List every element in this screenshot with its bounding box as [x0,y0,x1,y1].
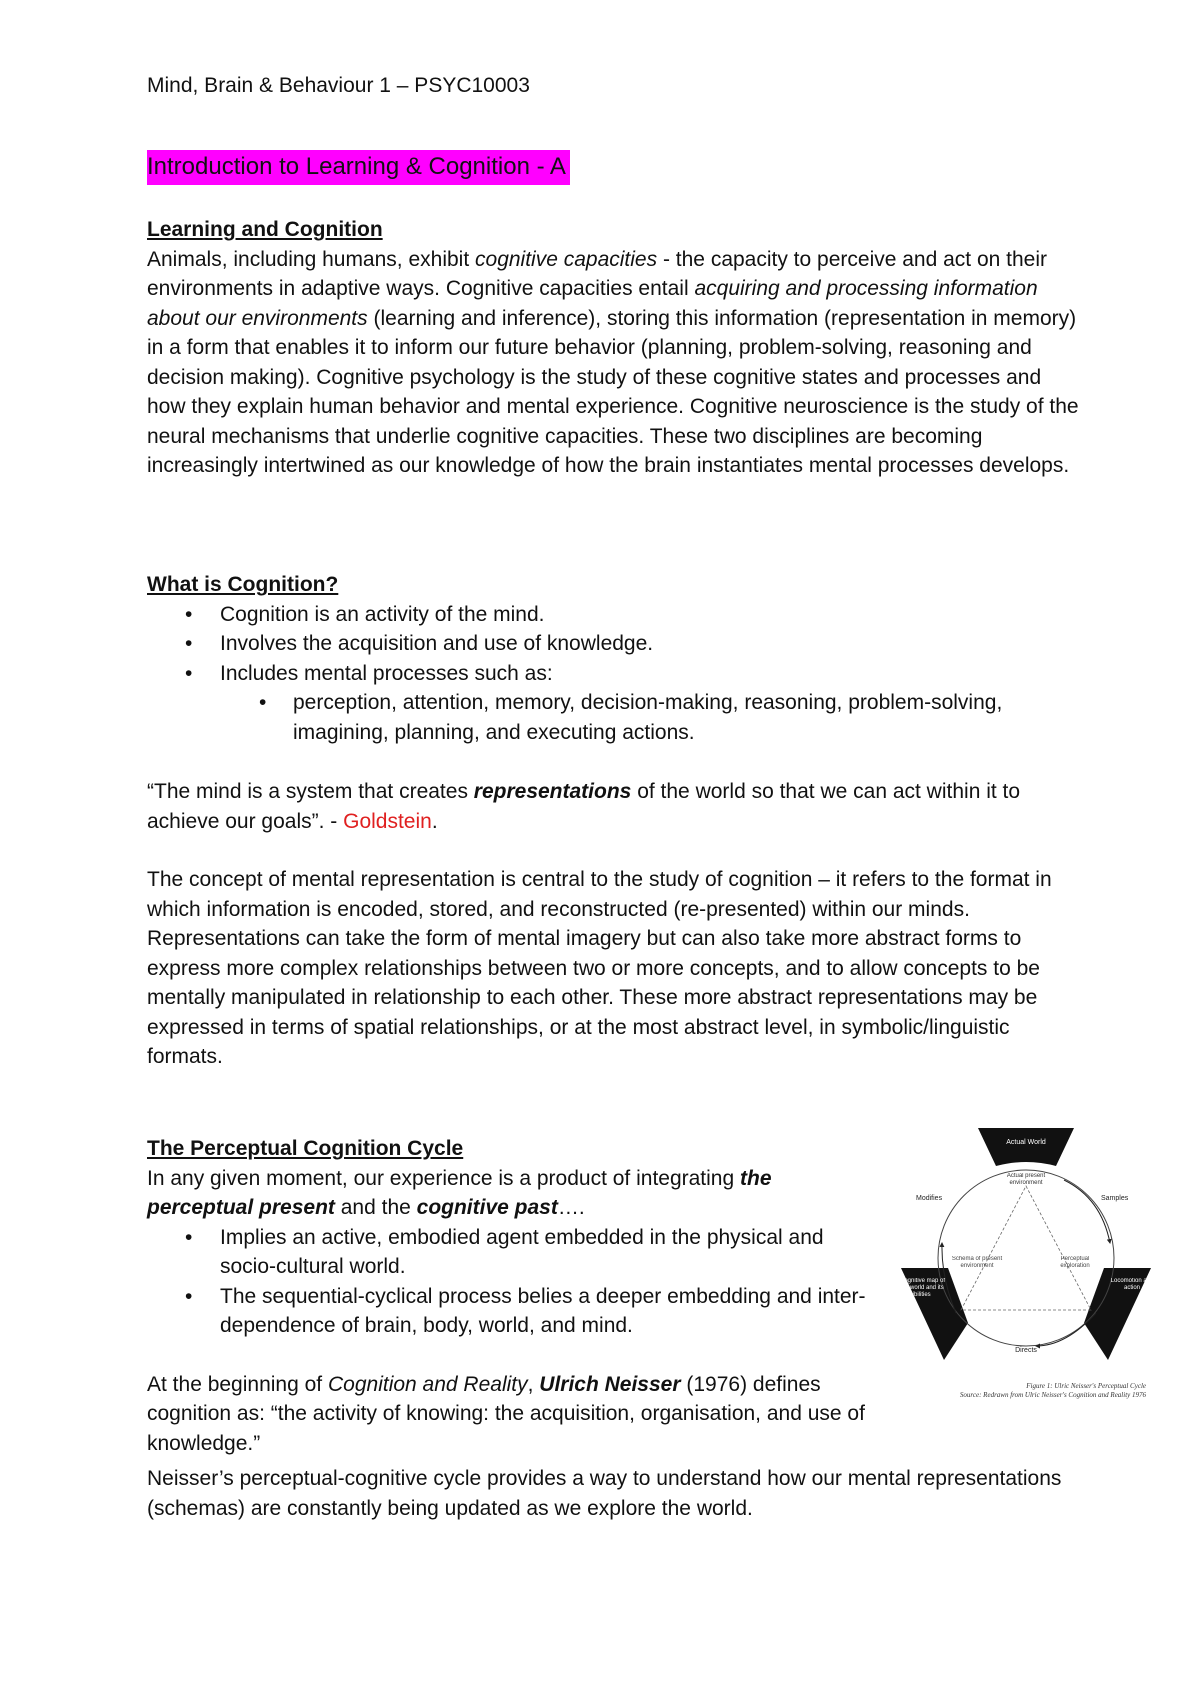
bullet-icon: • [259,691,267,714]
label-samples: Samples [1101,1195,1129,1202]
label-actual-world: Actual World [1006,1139,1046,1146]
paragraph: Animals, including humans, exhibit cognitive capacities - the capacity to perceive and act on their environments in adaptive ways. Cognitive capacities entail acquiring and processing information about our environments (learning and inference), storing this information (representation in memory) in a form that enables it to inform our future behavior (planning, problem-solving, reasoning and decision making). Cognitive psychology is the study of these cognitive states and processes and how they explain human behavior and mental experience. Cognitive neuroscience is the study of the neural mechanisms that underlie cognitive capacities. These two disciplines are becoming increasingly intertwined as our knowledge of how the brain instantiates mental processes develops. [147,247,1079,477]
paragraph: Neisser’s perceptual-cognitive cycle provides a way to understand how our mental representations (schemas) are constantly being updated as we explore the world. [147,1467,1062,1520]
bullet-icon: • [185,1284,193,1308]
label-directs: Directs [1015,1347,1037,1354]
section-learning-cognition [147,215,1082,481]
bullet-icon: • [185,632,193,655]
section-heading: What is Cognition? [147,573,339,596]
quote-author: Goldstein [343,809,432,833]
perceptual-cycle-figure [896,1118,1156,1418]
paragraph: In any given moment, our experience is a product of integrating the perceptual present and the cognitive past…. [147,1166,772,1219]
figure-caption: Figure 1: Ulric Neisser's Perceptual Cycle Source: Redrawn from Ulric Neisser's Cognition and Reality 1976 [959,1382,1146,1399]
paragraph: At the beginning of Cognition and Reality, Ulrich Neisser (1976) defines cognition as: “the activity of knowing: the acquisition, organisation, and use of knowledge.” [147,1372,865,1455]
bullet-icon: • [185,1225,193,1249]
list-item: • The sequential-cyclical process belies a deeper embedding and inter-dependence of brain, body, world, and mind. [147,1282,867,1341]
top-wedge [978,1128,1074,1166]
sub-list-item: • perception, attention, memory, decision-making, reasoning, problem-solving, imagining, planning, and executing actions. [147,688,1082,747]
quote: “The mind is a system that creates representations of the world so that we can act within it to achieve our goals”. - Goldstein. [147,780,1021,833]
bullet-icon: • [185,602,193,626]
label-schema: Schema of present environment [951,1256,1003,1269]
label-modifies: Modifies [916,1195,943,1202]
section-perceptual-cycle [147,1134,867,1458]
bullet-icon: • [185,661,193,685]
paragraph: The concept of mental representation is central to the study of cognition – it refers to the format in which information is encoded, stored, and reconstructed (re-presented) within our minds. Representations can take the form of mental imagery but can also take more abstract forms to express more complex relationships between two or more concepts, and to allow concepts to be mentally manipulated in relationship to each other. These more abstract representations may be expressed in terms of spatial relationships, or at the most abstract level, in symbolic/linguistic formats. [147,868,1052,1068]
section-heading: Learning and Cognition [147,218,383,241]
list-item: • Includes mental processes such as: [147,659,1082,689]
section-heading: The Perceptual Cognition Cycle [147,1137,464,1160]
cycle-diagram [896,1118,1156,1378]
section-what-is-cognition [147,570,1082,1072]
label-cognitive-map: Cognitive map of the world and its possibilities [900,1278,946,1298]
page-title: Introduction to Learning & Cognition - A [147,150,570,185]
list-item: • Implies an active, embodied agent embedded in the physical and socio-cultural world. [147,1223,867,1282]
inner-triangle [961,1186,1091,1310]
label-exploration: Perceptual exploration [1060,1256,1090,1269]
list-item: • Involves the acquisition and use of knowledge. [147,629,1082,659]
label-actual-present: Actual present environment [1006,1173,1046,1186]
course-header: Mind, Brain & Behaviour 1 – PSYC10003 [147,74,530,97]
list-item: • Cognition is an activity of the mind. [147,600,1082,630]
label-locomotion: Locomotion and action [1110,1278,1154,1291]
